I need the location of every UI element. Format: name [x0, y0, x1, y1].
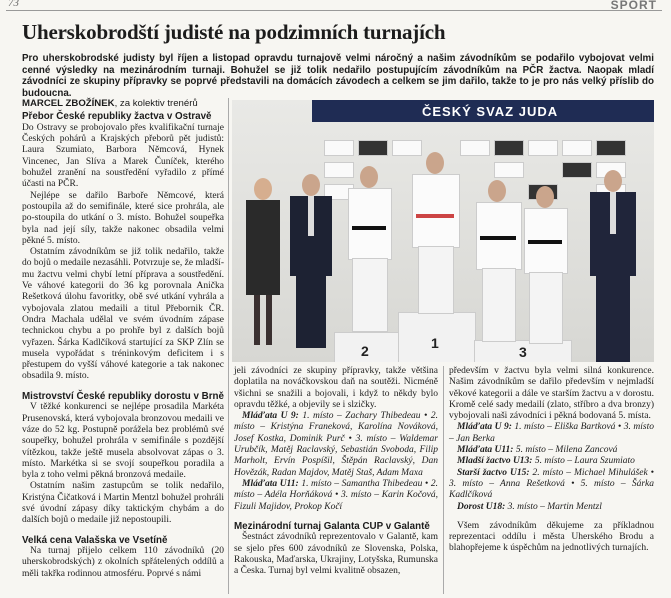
section-heading-vsetin: Velká cena Valašska ve Vsetíně: [22, 534, 168, 546]
result-line: [449, 445, 654, 456]
result-category: Mláďata U11:: [457, 445, 514, 456]
banner-text: ČESKÝ SVAZ JUDA: [422, 104, 559, 119]
paragraph: především v žactvu byla velmi silná konkurence. Našim závodníkům se dařilo především v nejmladší věkové kategorii a dále ve starším žactvu a v dorostu. Kromě celé sady medailí (zlato, stříbro a dva bronzy) vybojovali naši závodníci i pěkná bodovaná 5. místa.: [449, 366, 654, 422]
sponsor-board: [324, 140, 354, 156]
column-divider: [228, 98, 229, 594]
sponsor-board: [460, 140, 490, 156]
result-line: [449, 502, 654, 513]
column-divider: [443, 366, 444, 594]
paragraph: Ostatním závodníkům se již tolik nedařilo, takže do bojů o medaile nezasáhli. Potvrzuje se, že mladší-mu žactvu velmi chybí letní příprava a soustředění. Ve váhové kategorii do 36 kg porovnala Anička Rešetková úlohu favoritky, obě své utkání vyhrála a vybojovala zlatou medaili a titul Přebornik ČR. Ondra Machala udělal ve svém úvodním zápase technickou chybu a po prohře byl z dalších bojů vyřazen. Šárka Kadlčíková startující za SKP Zlín se musela vypořádat s tréninkovým deficitem i s přestupem do vyšší váhové kategorie a tak nakonec obsadila 9. místo.: [22, 247, 224, 382]
article-lead: Pro uherskobrodské judisty byl říjen a listopad opravdu turnajově velmi náročný a našim závodníkům se podařilo vybojovat velmi cenné výsledky na mezinárodním turnaji. Bohužel se již tolik nedařilo postupujícím závodníkům na PČR žactva. Naopak mladí závodníci ze skupiny přípravky se poprvé představili na domácích závodech a celkem se jim dařilo, takže to je pro nás velký příslib do budoucna.: [22, 53, 654, 99]
sponsor-board: [392, 140, 422, 156]
byline-author: MARCEL ZBOŽÍNEK: [22, 98, 115, 109]
section-label: SPORT: [610, 0, 657, 12]
podium-second: [334, 332, 400, 362]
podium-number: 3: [519, 344, 527, 360]
column-right: [449, 366, 654, 555]
result-text: 3. místo – Martin Mentzl: [505, 501, 602, 512]
result-text: 2. místo – Michael Mihulášek • 3. místo – Anna Rešetková • 5. místo – Šárka Kadlčíková: [449, 467, 654, 501]
sponsor-board: [324, 162, 354, 178]
result-line: [449, 456, 654, 467]
result-text: 5. místo – Laura Szumiato: [532, 456, 635, 467]
sponsor-board: [562, 140, 592, 156]
sponsor-board: [494, 140, 524, 156]
page-number: 73: [8, 0, 19, 9]
result-line: [449, 468, 654, 502]
paragraph: Ostatním našim zastupcům se tolik nedařilo, Kristýna Čičatková i Martin Mentzl bohužel prohráli své úvodní zápasy díky taktickým chybám a do dalších bojů o medaile již nepostoupili.: [22, 481, 224, 526]
result-category: Mláďata U 9:: [242, 411, 299, 422]
sponsor-board: [562, 162, 592, 178]
podium-number: 2: [361, 343, 369, 359]
paragraph: V těžké konkurenci se nejlépe prosadila Markéta Prusenovská, která vybojovala bronzovou medaili ve váze do 52 kg. Postupně porážela bez problémů své soupeřky, bohužel prohrála v semifinále s pozdější vítězkou, takže ještě musela absolvovat zápas o 3. místo. Markétka si se svojí soupeřkou poradila a byla z toho velmi pěkná bronzová medaile.: [22, 402, 224, 481]
column-middle: [234, 366, 438, 578]
photo-banner: [312, 100, 654, 122]
result-text: 1. místo – Zachary Thibedeau • 2. místo – Kristýna Franeková, Karolína Nováková, Josef Kostka, Dominik Purč • 3. místo – Waldemar Urubčík, Matěj Raclavský, Sebastián Svoboda, Filip Marholt, Ervín Pospíšil, Štěpán Raclavský, Dan Hovězák, Radan Majdov, Matěj Staš, Adam Maxa: [234, 411, 438, 478]
result-category: Starší žactvo U15:: [457, 467, 530, 478]
section-heading-galanta: Mezinárodní turnaj Galanta CUP v Galantě: [234, 520, 430, 532]
paragraph: Všem závodníkům děkujeme za příkladnou reprezentaci oddílu i města Uherského Brodu a blahopřejeme k úspěchům na jednotlivých turnajích.: [449, 520, 654, 554]
result-category: Mladší žactvo U13:: [457, 456, 533, 467]
podium-number: 1: [431, 335, 439, 351]
paragraph: Nejlépe se dařilo Barboře Němcové, která postoupila až do semifinále, které sice prohrála, ale po-stoupila do utkání o 3. místo. Bohužel soupeřka byla nad její síly, takže nakonec obsadila velmi pěkné 5. místo.: [22, 190, 224, 246]
sponsor-board: [528, 140, 558, 156]
paragraph: jeli závodníci ze skupiny přípravky, takže většina doplatila na nováčkovskou daň na soutěži. Nicméně všichni se snažili a bojovali, i když to někdy bylo opravdu těžké, a objevily se i slzičky.: [234, 366, 438, 410]
paragraph: Šestnáct závodníků reprezentovalo v Galantě, kam se sjelo přes 600 závodníků ze Slovenska, Polska, Rakouska, Maďarska, Ukrajiny, Lotyšska, Rumunska a Česka. Turnaj byl velmi kvalitně obsazen,: [234, 532, 438, 577]
page-header: [0, 0, 671, 14]
sponsor-board: [358, 140, 388, 156]
column-left: [22, 98, 224, 580]
section-heading-ostrava: Přebor České republiky žactva v Ostravě: [22, 111, 212, 123]
result-text: 1. místo – Eliška Bartková • 3. místo – Jan Berka: [449, 422, 654, 444]
result-line: [234, 479, 438, 513]
sponsor-board: [596, 140, 626, 156]
byline-role: , za kolektiv trenérů: [114, 98, 198, 109]
result-text: 5. místo – Milena Zancová: [513, 445, 618, 456]
sponsor-board: [494, 162, 524, 178]
header-rule: [6, 10, 662, 11]
result-category: Mláďata U11:: [242, 478, 299, 489]
podium-first: [398, 312, 476, 362]
byline: [22, 98, 224, 109]
result-line: [449, 422, 654, 445]
result-category: Mláďata U 9:: [457, 422, 512, 433]
podium-photo: [232, 100, 654, 362]
paragraph: Na turnaj přijelo celkem 110 závodníků (20 uherskobrodských) z okolních spřátelených oddílů a měli takřka rodinnou atmosféru. Poprvé s námi: [22, 546, 224, 579]
result-line: [234, 411, 438, 479]
paragraph: Do Ostravy se probojovalo přes kvalifikační turnaje Českých pohárů a Krajských přeborů pět judistů: Laura Szumiato, Barbora Němcová, Hynek Vincenec, Jan Slíva a Marek Čuníček, kterého bohužel zranění na soustředění vyřadilo z přímé účasti na PČR.: [22, 122, 224, 190]
result-category: Dorost U18:: [457, 501, 506, 512]
article-headline: Uherskobrodští judisté na podzimních turnajích: [22, 20, 446, 44]
section-heading-brno: Mistrovství České republiky dorostu v Brně: [22, 390, 224, 402]
result-text: 1. místo – Samantha Thibedeau • 2. místo – Adéla Horňáková • 3. místo – Karin Kočová, Fizuli Majidov, Prokop Kočí: [234, 478, 438, 512]
